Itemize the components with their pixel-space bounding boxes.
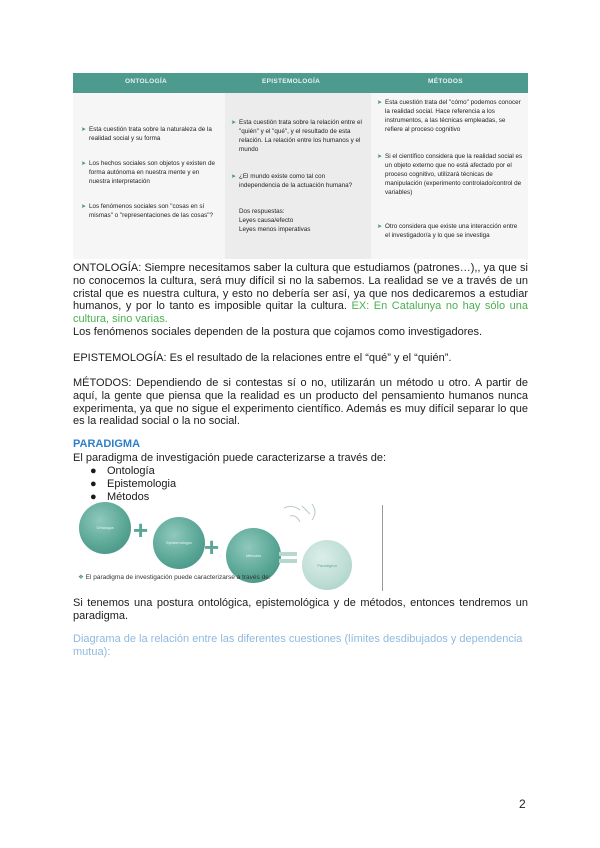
list-item: ➤ Si el científico considera que la realidad social es un objeto externo que no está afectado por el proceso cognitivo, utilizará técnicas de manipulación (experimento controlado/control de variables) [377, 153, 523, 196]
arrow-icon: ➤ [377, 100, 383, 106]
list-item: ➤ Esta cuestión trata del "cómo" podemos conocer la realidad social. Hace referencia a los instrumentos, a las técnicas empleadas, se refiere al proceso cognitivo [377, 99, 521, 133]
arrow-icon: ➤ [231, 174, 237, 180]
arrow-icon: ➤ [231, 120, 237, 126]
arrow-icon: ➤ [81, 127, 87, 133]
diagram-caption: ❖ El paradigma de investigación puede caracterizarse a través de: [78, 574, 271, 581]
metodos-paragraph: MÉTODOS: Dependiendo de si contestas sí o no, utilizarán un método u otro. A partir de aquí, la gente que piensa que la realidad es un producto del pensamiento humanos nunca experimenta, ya que no sigue el experimento científico. Además es muy difícil separar lo que es la realidad social o la no social. [73, 377, 528, 428]
list-item: ➤ Esta cuestión trata sobre la relación entre el "quién" y el "qué", y el resultado de esta relación. La relación entre los humanos y el mundo [231, 119, 362, 153]
divider-line [382, 505, 383, 591]
arrow-icon: ➤ [81, 161, 87, 167]
conclusion-paragraph: Si tenemos una postura ontológica, epistemológica y de métodos, entonces tendremos un paradigma. [73, 597, 528, 622]
equals-icon [279, 552, 297, 556]
plus-icon: + [133, 515, 149, 545]
list-item: ● Métodos [90, 491, 150, 503]
page-number: 2 [519, 797, 526, 811]
arrow-icon: ➤ [377, 154, 383, 160]
list-item: ➤ Esta cuestión trata sobre la naturaleza de la realidad social y su forma [81, 126, 212, 142]
list-item: ➤ Los fenómenos sociales son "cosas en sí mismas" o "representaciones de las cosas"? [81, 203, 213, 219]
bullet-icon: ● [90, 478, 97, 490]
plain-line: Dos respuestas: [239, 208, 285, 215]
paradigma-circle: Paradigma [302, 540, 352, 590]
paradigma-intro: El paradigma de investigación puede caracterizarse a través de: [73, 452, 387, 464]
bullet-icon: ● [90, 465, 97, 477]
metodos-circle: Métodos [226, 528, 281, 583]
column-metodos [371, 93, 528, 259]
epistemologia-circle: Epistemología [153, 517, 205, 569]
column-ontologia [73, 93, 225, 259]
equals-icon [279, 559, 297, 563]
ontologia-paragraph: ONTOLOGÍA: Siempre necesitamos saber la cultura que estudiamos (patrones…),, ya que si no conocemos la cultura, será muy difícil si no la sabemos. La realidad se ve a través de un cristal que es nuestra cultura, y esto no debería ser así, ya que nos dedicaremos a estudiar humanos, y por lo tanto es imposible quitar la cultura. EX: En Catalunya no hay sólo una cultura, sino varias. [73, 262, 528, 326]
paradigma-list [90, 465, 176, 504]
list-item: ➤ Los hechos sociales son objetos y existen de forma autónoma en nuestra mente y en nuestra interpretación [81, 160, 216, 185]
example-note: EX: En Catalunya no hay sólo una cultura, sino varias. [73, 300, 528, 326]
fenomenos-paragraph: Los fenómenos sociales dependen de la postura que cojamos como investigadores. [73, 326, 483, 338]
plain-line: Leyes menos imperativas [239, 226, 311, 233]
plain-line: Leyes causa/efecto [239, 217, 294, 224]
list-item: ➤ Otro considera que existe una interacción entre el investigador/a y lo que se investiga [377, 223, 518, 239]
bullet-icon: ● [90, 491, 97, 503]
diagram-note: Diagrama de la relación entre las diferentes cuestiones (límites desdibujados y dependencia mutua): [73, 633, 523, 658]
bullet-icon: ❖ [78, 574, 84, 581]
table-header-row [73, 73, 528, 93]
header-epistemologia: EPISTEMOLOGÍA [262, 78, 321, 85]
header-ontologia: ONTOLOGÍA [125, 78, 167, 85]
comparison-table-image [73, 73, 528, 259]
epistemologia-paragraph: EPISTEMOLOGÍA: Es el resultado de la relaciones entre el “qué” y el “quién”. [73, 352, 452, 364]
list-item: ● Epistemologia [90, 478, 177, 490]
arrow-icon: ➤ [81, 204, 87, 210]
plus-icon: + [204, 532, 220, 562]
sketch-lines-icon [282, 502, 332, 532]
header-metodos: MÉTODOS [428, 78, 463, 85]
list-item: ● Ontología [90, 465, 155, 477]
ontologia-circle: Ontología [79, 502, 131, 554]
column-epistemologia [225, 93, 371, 259]
list-item: ➤ ¿El mundo existe como tal con independencia de la actuación humana? [231, 173, 353, 189]
paradigma-heading: PARADIGMA [73, 438, 141, 450]
arrow-icon: ➤ [377, 224, 383, 230]
